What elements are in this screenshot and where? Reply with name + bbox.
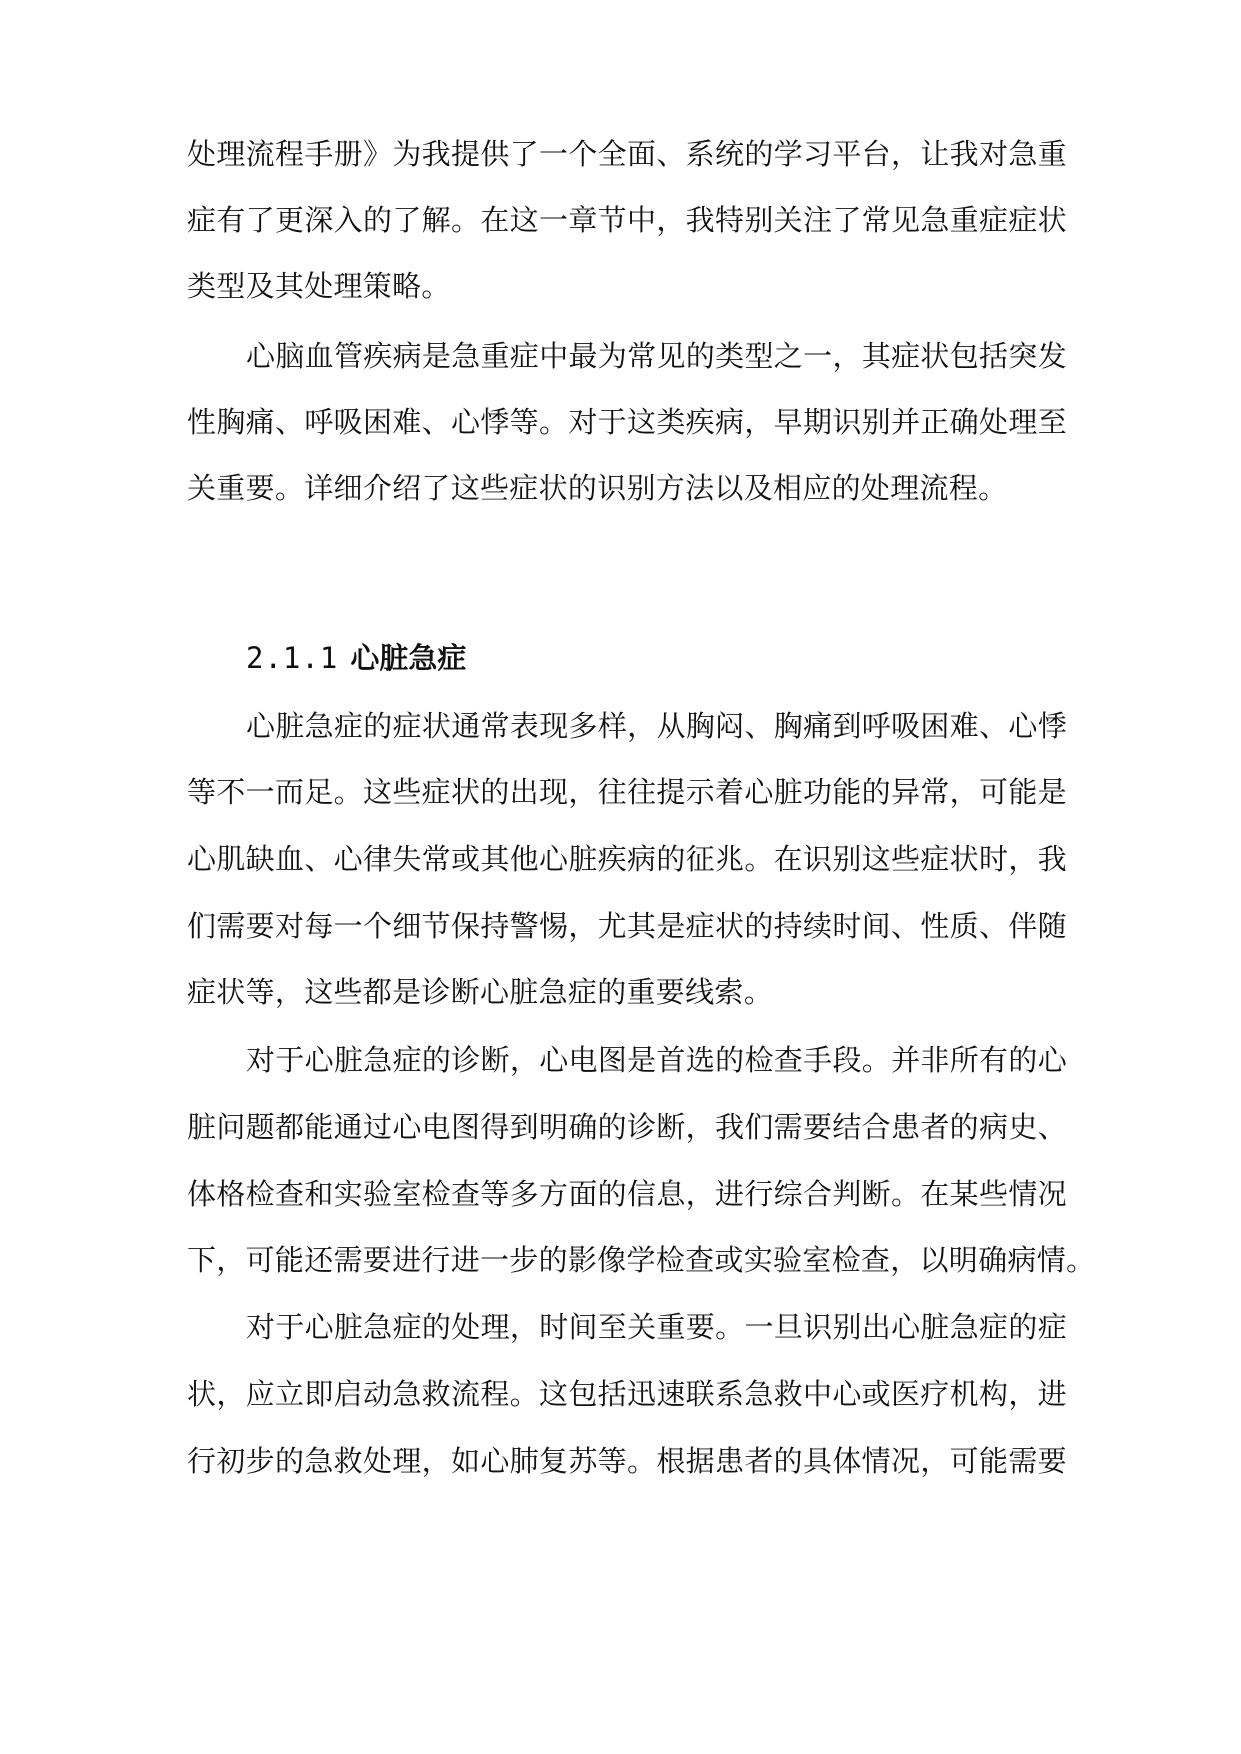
- text-line: 性胸痛、呼吸困难、心悸等。对于这类疾病，早期识别并正确处理至: [187, 405, 1067, 439]
- section-title: 心脏急症: [350, 641, 467, 675]
- text-line: 们需要对每一个细节保持警惕，尤其是症状的持续时间、性质、伴随: [187, 909, 1067, 943]
- text-line: 体格检查和实验室检查等多方面的信息，进行综合判断。在某些情况: [187, 1177, 1067, 1211]
- text-line: 对于心脏急症的处理，时间至关重要。一旦识别出心脏急症的症: [246, 1310, 1067, 1344]
- text-line: 行初步的急救处理，如心肺复苏等。根据患者的具体情况，可能需要: [187, 1444, 1067, 1478]
- text-line: 等不一而足。这些症状的出现，往往提示着心脏功能的异常，可能是: [187, 775, 1067, 809]
- text-line: 脏问题都能通过心电图得到明确的诊断，我们需要结合患者的病史、: [187, 1110, 1067, 1144]
- section-number: 2.1.1: [246, 641, 339, 675]
- text-line: 下，可能还需要进行进一步的影像学检查或实验室检查，以明确病情。: [187, 1243, 1096, 1277]
- text-line: 症有了更深入的了解。在这一章节中，我特别关注了常见急重症症状: [187, 203, 1067, 237]
- text-line: 关重要。详细介绍了这些症状的识别方法以及相应的处理流程。: [187, 471, 1008, 505]
- section-heading: [246, 638, 466, 678]
- text-line: 心肌缺血、心律失常或其他心脏疾病的征兆。在识别这些症状时，我: [187, 842, 1067, 876]
- text-line: 类型及其处理策略。: [187, 269, 451, 303]
- text-line: 状，应立即启动急救流程。这包括迅速联系急救中心或医疗机构，进: [187, 1377, 1067, 1411]
- text-line: 对于心脏急症的诊断，心电图是首选的检查手段。并非所有的心: [246, 1043, 1067, 1077]
- text-line: 症状等，这些都是诊断心脏急症的重要线索。: [187, 975, 774, 1009]
- text-line: 心脏急症的症状通常表现多样，从胸闷、胸痛到呼吸困难、心悸: [246, 709, 1067, 743]
- text-line: 心脑血管疾病是急重症中最为常见的类型之一，其症状包括突发: [246, 339, 1067, 373]
- text-line: 处理流程手册》为我提供了一个全面、系统的学习平台，让我对急重: [187, 137, 1067, 171]
